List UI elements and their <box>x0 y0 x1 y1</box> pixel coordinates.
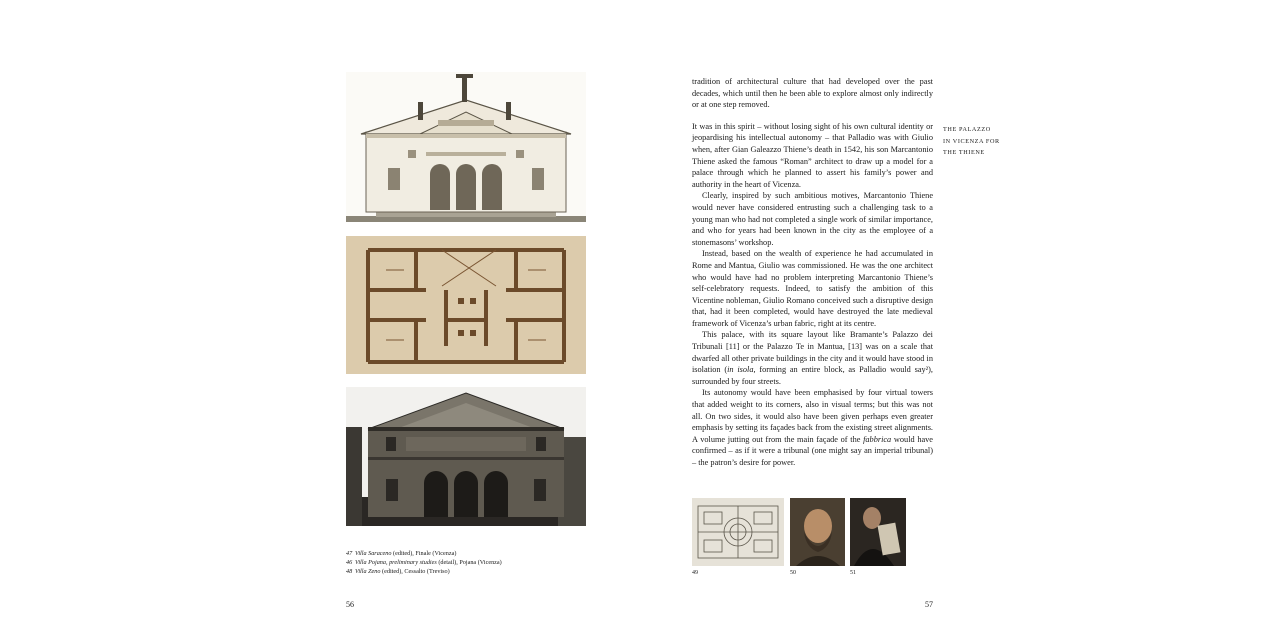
thumbnail-label-49: 49 <box>692 570 698 576</box>
villa-saraceno-elevation-image <box>346 72 586 222</box>
caption-48: 48 Villa Zeno (edited), Cessalto (Treviso) <box>346 568 450 575</box>
thumbnail-portrait-man-with-document <box>850 498 906 566</box>
paragraph: Instead, based on the wealth of experience he had accumulated in Rome and Mantua, Giulio was commissioned. He was the one architect who would have had no problem interpreting Marcantonio Thiene’s self-celebratory requests. Indeed, to satisfy the ambition of this Vicentine nobleman, Giulio Romano conceived such a disruptive design that, had it been completed, would have destroyed the late medieval framework of Vicenza’s urban fabric, right at its centre. <box>692 249 933 328</box>
villa-pojana-plan-study-image <box>346 236 586 374</box>
paragraph: Its autonomy would have been emphasised by four virtual towers that added weight to its corners, also in visual terms; but this was not all. On two sides, it would also have been given perhaps even greater emphasis by setting its façades back from the existing street alignments. A volume jutting out from the main façade of the fabbrica would have confirmed – as if it were a tribunal (one might say an imperial tribunal) – the patron’s desire for power. <box>692 388 933 467</box>
section-sidenote: THE PALAZZO IN VICENZA FOR THE THIENE <box>943 126 1000 157</box>
paragraph: This palace, with its square layout like Bramante’s Palazzo dei Tribunali [11] or the Palazzo Te in Mantua, [13] was on a scale that dwarfed all other private buildings in the city and it would have stood in isolation (in isola, forming an entire block, as Palladio would say²), surrounded by four streets. <box>692 330 933 386</box>
paragraph: It was in this spirit – without losing sight of his own cultural identity or jeopardising his intellectual autonomy – that Palladio was with Giulio when, after Gian Galeazzo Thiene’s death in 1542, his son Marcantonio Thiene asked the famous “Roman” architect to draw up a model for a palace through which he planned to assert his family’s power and authority in the heart of Vicenza. <box>692 121 933 189</box>
thumbnail-label-50: 50 <box>790 570 796 576</box>
thumbnail-portrait-bearded-man <box>790 498 845 566</box>
caption-47: 47 Villa Saraceno (edited), Finale (Vicenza) <box>346 550 457 557</box>
thumbnail-label-51: 51 <box>850 570 856 576</box>
paragraph: Clearly, inspired by such ambitious motives, Marcantonio Thiene would never have considered entrusting such a challenging task to a young man who had not completed a single work of similar importance, and who for years had been known in the city as the employee of a stonemasons’ workshop. <box>692 191 933 247</box>
page-number-left: 56 <box>346 600 354 609</box>
paragraph: tradition of architectural culture that had developed over the past decades, which until then he been able to explore almost only indirectly or at one step removed. <box>692 77 933 110</box>
page-number-right: 57 <box>925 600 933 609</box>
thumbnail-plan-drawing <box>692 498 784 566</box>
caption-46: 46 Villa Pojana, preliminary studies (detail), Pojana (Vicenza) <box>346 559 502 566</box>
body-text <box>692 76 933 469</box>
villa-zeno-photo <box>346 387 586 526</box>
figure-captions <box>346 549 606 576</box>
